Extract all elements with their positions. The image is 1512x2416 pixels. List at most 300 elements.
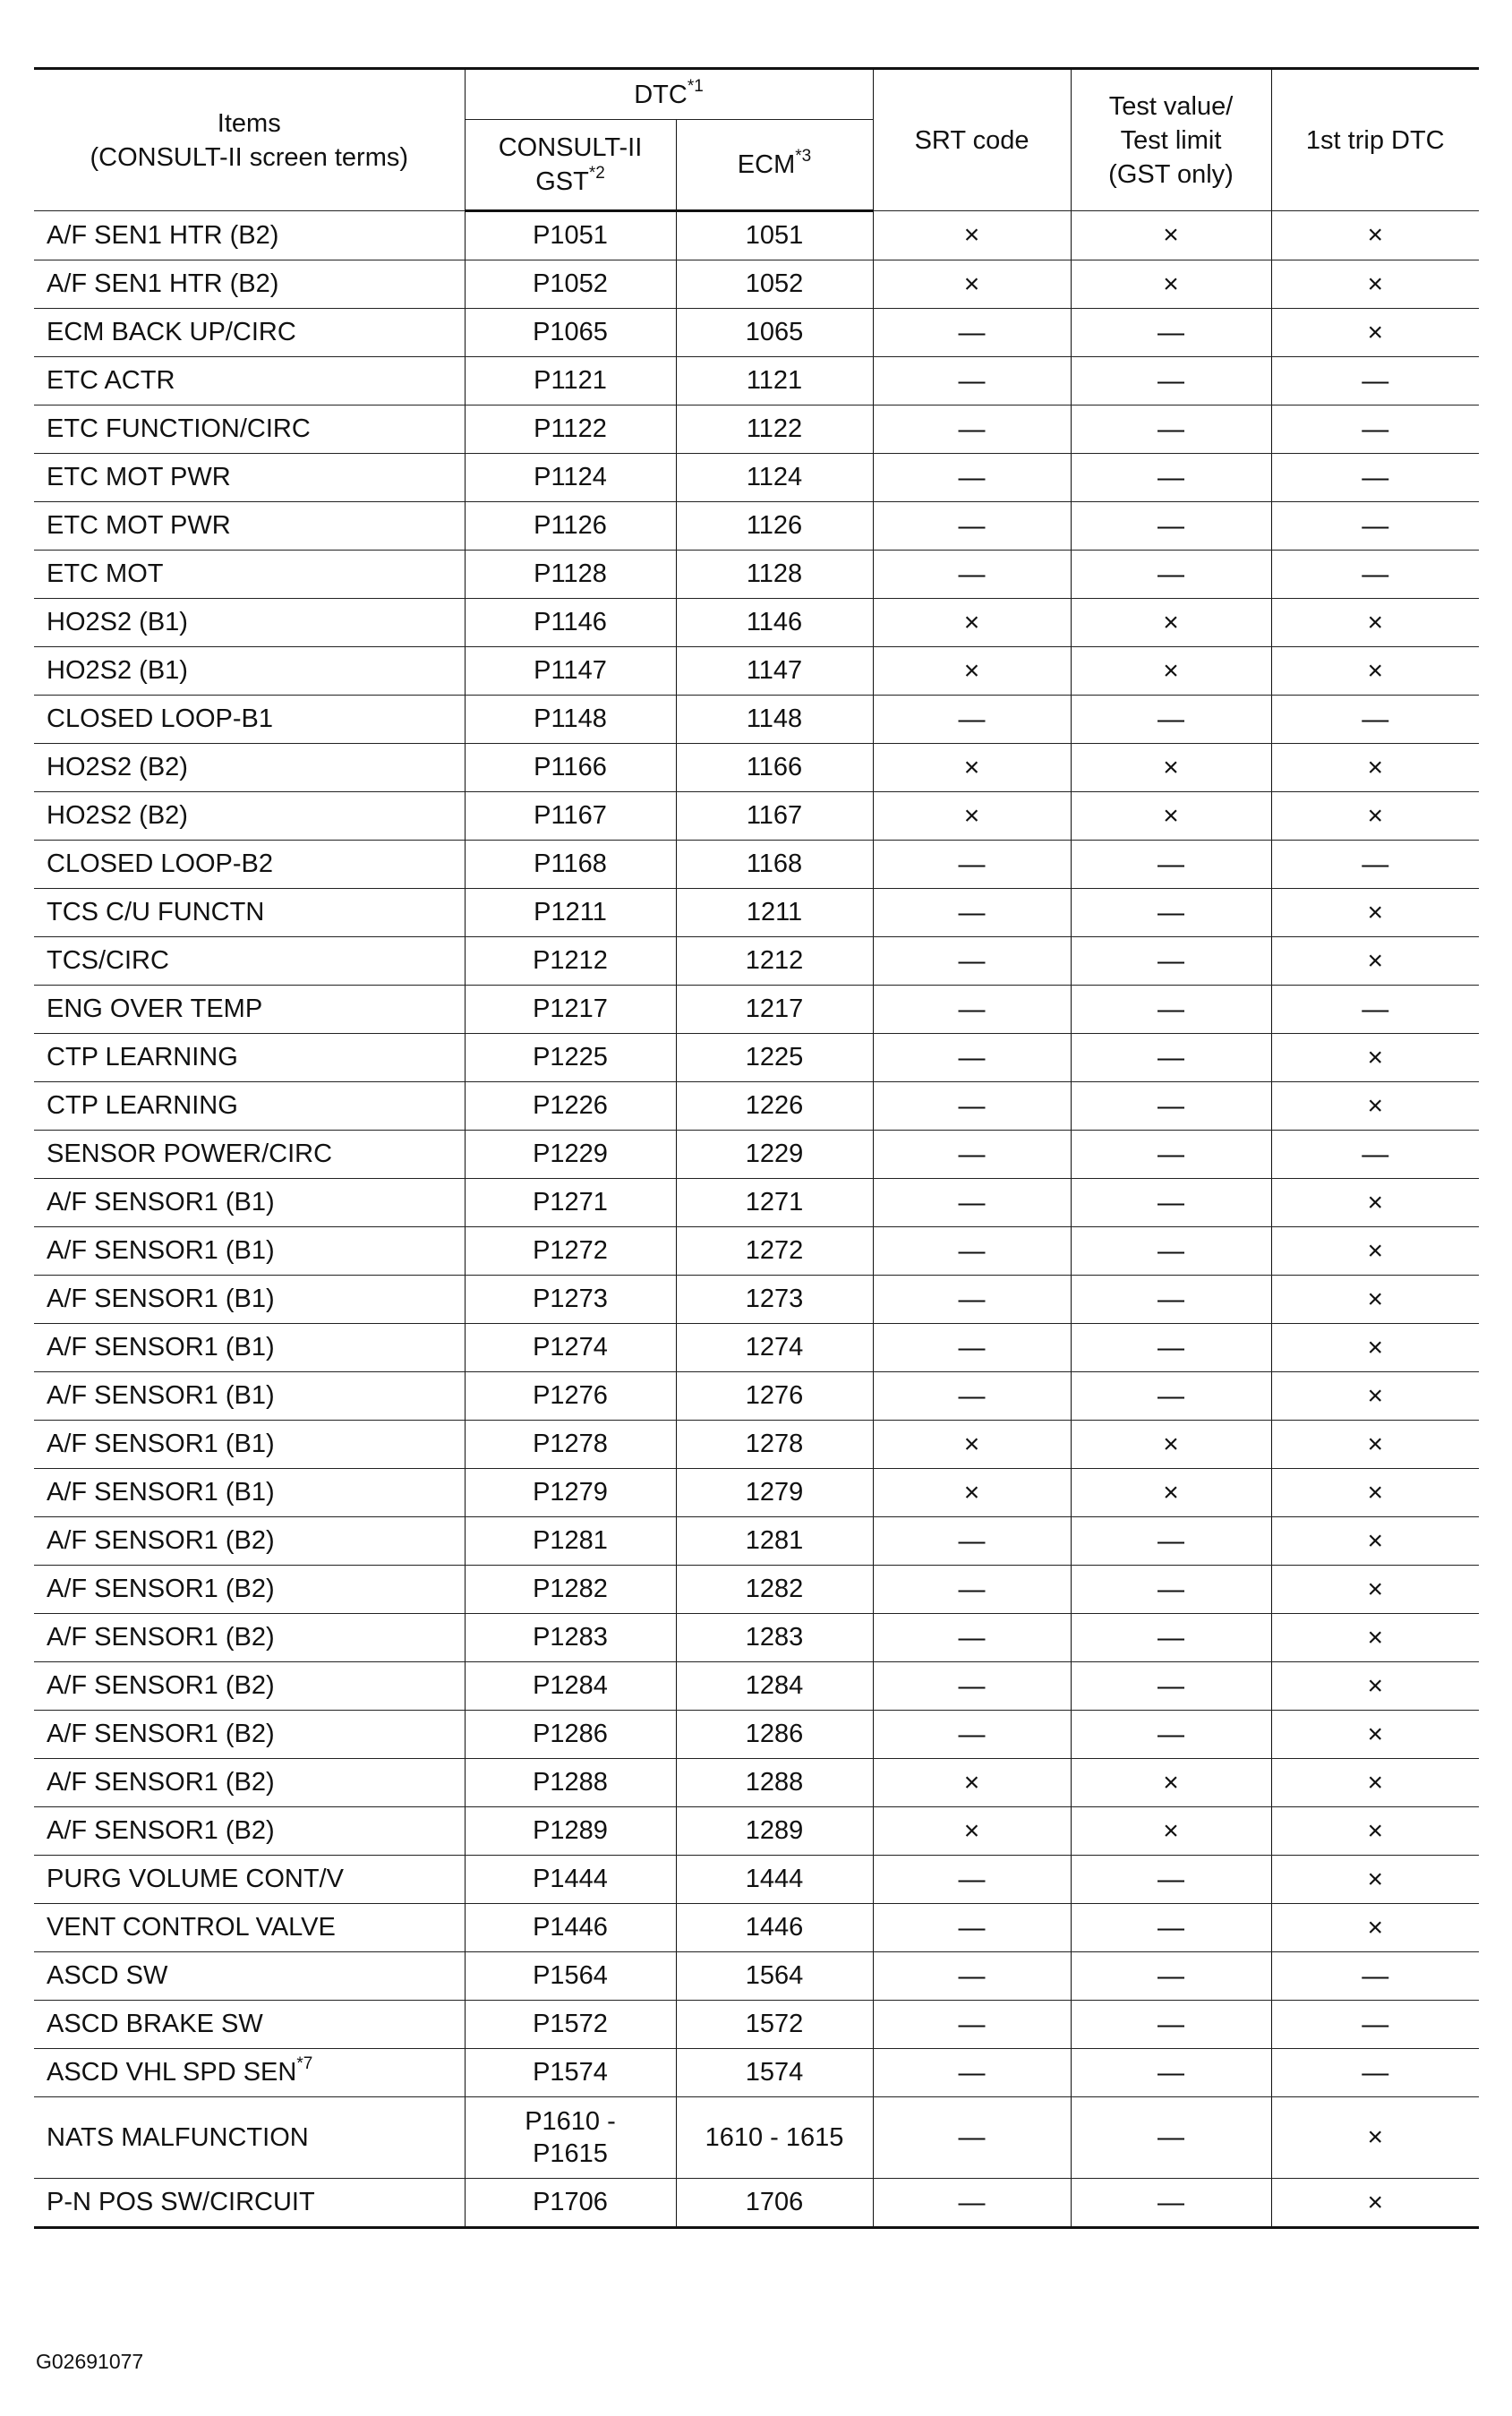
test-value-cell: —	[1071, 1662, 1271, 1711]
first-trip-dtc-cell: —	[1271, 841, 1479, 889]
first-trip-dtc-cell: ×	[1271, 1276, 1479, 1324]
consult-gst-cell	[465, 2097, 676, 2179]
item-name: A/F SEN1 HTR (B2)	[47, 269, 279, 298]
first-trip-dtc-cell: ×	[1271, 1856, 1479, 1904]
srt-code-cell: —	[873, 1034, 1071, 1082]
consult-code: P1276	[533, 1381, 608, 1410]
dtc-group-header	[465, 69, 873, 120]
table-row	[34, 1324, 1479, 1372]
first-trip-dtc-cell: ×	[1271, 2097, 1479, 2179]
ecm-cell: 1226	[676, 1082, 873, 1131]
first-trip-dtc-header	[1271, 69, 1479, 211]
consult-gst-cell	[465, 260, 676, 309]
item-cell	[34, 502, 465, 551]
item-name: HO2S2 (B2)	[47, 753, 188, 781]
table-row	[34, 1421, 1479, 1469]
consult-gst-cell	[465, 986, 676, 1034]
test-label-line1: Test value/	[1108, 91, 1234, 121]
consult-gst-cell	[465, 1856, 676, 1904]
test-value-cell: ×	[1071, 647, 1271, 696]
table-row	[34, 260, 1479, 309]
item-cell	[34, 551, 465, 599]
ecm-cell: 1166	[676, 744, 873, 792]
srt-code-cell: ×	[873, 1421, 1071, 1469]
table-row	[34, 1276, 1479, 1324]
first-trip-dtc-cell: —	[1271, 2001, 1479, 2049]
consult-code: P1168	[534, 849, 607, 878]
consult-code: P1212	[533, 946, 608, 975]
table-row	[34, 1034, 1479, 1082]
item-cell	[34, 986, 465, 1034]
ecm-cell: 1281	[676, 1517, 873, 1566]
first-trip-dtc-cell: ×	[1271, 1711, 1479, 1759]
item-name: SENSOR POWER/CIRC	[47, 1140, 333, 1168]
consult-gst-cell	[465, 1227, 676, 1276]
table-row	[34, 792, 1479, 841]
item-name: A/F SENSOR1 (B1)	[47, 1188, 275, 1217]
test-value-cell: —	[1071, 986, 1271, 1034]
dtc-footnote-ref: *1	[687, 76, 704, 96]
ecm-cell: 1284	[676, 1662, 873, 1711]
test-value-cell: —	[1071, 406, 1271, 454]
item-cell	[34, 889, 465, 937]
consult-gst-cell	[465, 1421, 676, 1469]
item-cell	[34, 211, 465, 260]
table-row	[34, 889, 1479, 937]
table-row	[34, 647, 1479, 696]
table-row	[34, 744, 1479, 792]
dtc-table	[34, 67, 1479, 2229]
ecm-cell: 1274	[676, 1324, 873, 1372]
item-cell	[34, 1082, 465, 1131]
test-value-cell: —	[1071, 1276, 1271, 1324]
consult-gst-cell	[465, 1711, 676, 1759]
item-name: NATS MALFUNCTION	[47, 2122, 309, 2152]
ecm-cell: 1229	[676, 1131, 873, 1179]
srt-code-cell: —	[873, 1179, 1071, 1227]
ecm-cell: 1128	[676, 551, 873, 599]
first-trip-dtc-cell: ×	[1271, 1517, 1479, 1566]
item-cell	[34, 357, 465, 406]
srt-code-cell: —	[873, 1711, 1071, 1759]
consult-gst-cell	[465, 792, 676, 841]
consult-gst-cell	[465, 2179, 676, 2228]
srt-code-cell: —	[873, 502, 1071, 551]
ecm-cell: 1288	[676, 1759, 873, 1807]
consult-gst-cell	[465, 1372, 676, 1421]
ecm-cell: 1564	[676, 1952, 873, 2001]
srt-code-cell: ×	[873, 260, 1071, 309]
test-value-cell: ×	[1071, 1807, 1271, 1856]
first-trip-dtc-cell: ×	[1271, 744, 1479, 792]
consult-code: P1288	[533, 1768, 608, 1797]
item-name: CTP LEARNING	[47, 1043, 238, 1071]
srt-code-cell: —	[873, 1856, 1071, 1904]
consult-code: P1284	[533, 1671, 608, 1700]
consult-gst-cell	[465, 2001, 676, 2049]
test-value-cell: —	[1071, 1904, 1271, 1952]
first-trip-dtc-cell: ×	[1271, 599, 1479, 647]
table-body	[34, 211, 1479, 2228]
item-name: A/F SENSOR1 (B2)	[47, 1768, 275, 1797]
srt-code-cell: ×	[873, 599, 1071, 647]
item-name: ETC MOT PWR	[47, 463, 231, 491]
item-name: A/F SENSOR1 (B1)	[47, 1478, 275, 1507]
test-value-cell: —	[1071, 1034, 1271, 1082]
consult-gst-cell	[465, 1469, 676, 1517]
srt-code-cell: —	[873, 1324, 1071, 1372]
first-trip-dtc-cell: ×	[1271, 1372, 1479, 1421]
first-trip-dtc-cell: —	[1271, 406, 1479, 454]
consult-label-line1: CONSULT-II	[498, 133, 643, 162]
ecm-cell: 1225	[676, 1034, 873, 1082]
srt-code-cell: —	[873, 2179, 1071, 2228]
item-name: ETC MOT	[47, 559, 164, 588]
test-value-cell: ×	[1071, 744, 1271, 792]
ecm-cell: 1065	[676, 309, 873, 357]
srt-code-cell: —	[873, 1082, 1071, 1131]
item-cell	[34, 1469, 465, 1517]
consult-gst-cell	[465, 2049, 676, 2097]
table-row	[34, 1662, 1479, 1711]
consult-gst-cell	[465, 211, 676, 260]
table-row	[34, 2049, 1479, 2097]
test-value-cell: —	[1071, 454, 1271, 502]
test-value-cell: —	[1071, 937, 1271, 986]
srt-code-cell: —	[873, 309, 1071, 357]
consult-code: P1124	[534, 463, 607, 491]
table-row	[34, 1566, 1479, 1614]
test-value-cell: —	[1071, 502, 1271, 551]
ecm-cell: 1273	[676, 1276, 873, 1324]
srt-label: SRT code	[914, 125, 1029, 155]
test-value-cell: —	[1071, 2179, 1271, 2228]
test-value-cell: —	[1071, 1952, 1271, 2001]
ecm-cell: 1572	[676, 2001, 873, 2049]
table-row	[34, 841, 1479, 889]
first-trip-dtc-cell: ×	[1271, 1662, 1479, 1711]
consult-code: P1444	[533, 1865, 608, 1893]
item-name: VENT CONTROL VALVE	[47, 1913, 336, 1942]
consult-code: P1051	[533, 221, 608, 250]
first-trip-dtc-cell: —	[1271, 357, 1479, 406]
test-value-cell: —	[1071, 1517, 1271, 1566]
ecm-cell: 1122	[676, 406, 873, 454]
srt-code-header	[873, 69, 1071, 211]
first-trip-dtc-cell: —	[1271, 696, 1479, 744]
table-row	[34, 1711, 1479, 1759]
test-value-cell: ×	[1071, 1421, 1271, 1469]
srt-code-cell: —	[873, 2097, 1071, 2179]
item-name: ASCD BRAKE SW	[47, 2010, 263, 2038]
first-trip-dtc-cell: ×	[1271, 2179, 1479, 2228]
consult-code: P1052	[533, 269, 608, 298]
first-trip-dtc-cell: ×	[1271, 1614, 1479, 1662]
consult-gst-cell	[465, 1662, 676, 1711]
table-row	[34, 937, 1479, 986]
srt-code-cell: ×	[873, 211, 1071, 260]
item-cell	[34, 696, 465, 744]
table-row	[34, 406, 1479, 454]
consult-code: P1166	[534, 753, 607, 781]
first-trip-dtc-cell: —	[1271, 502, 1479, 551]
test-value-cell: —	[1071, 696, 1271, 744]
test-value-cell: ×	[1071, 1469, 1271, 1517]
item-name: A/F SENSOR1 (B1)	[47, 1285, 275, 1313]
test-value-cell: —	[1071, 1614, 1271, 1662]
consult-code: P1226	[533, 1091, 608, 1120]
item-cell	[34, 1759, 465, 1807]
test-value-cell: —	[1071, 1082, 1271, 1131]
item-name: HO2S2 (B2)	[47, 801, 188, 830]
table-row	[34, 2179, 1479, 2228]
table-row	[34, 696, 1479, 744]
first-trip-dtc-cell: ×	[1271, 647, 1479, 696]
test-value-cell: —	[1071, 309, 1271, 357]
srt-code-cell: —	[873, 1614, 1071, 1662]
ecm-cell: 1286	[676, 1711, 873, 1759]
item-cell	[34, 1131, 465, 1179]
consult-code: P1274	[533, 1333, 608, 1362]
consult-code: P1167	[534, 801, 607, 830]
srt-code-cell: —	[873, 696, 1071, 744]
consult-gst-cell	[465, 1904, 676, 1952]
ecm-cell: 1706	[676, 2179, 873, 2228]
consult-code: P1286	[533, 1720, 608, 1748]
table-header	[34, 69, 1479, 211]
first-trip-dtc-cell: ×	[1271, 1034, 1479, 1082]
table-row	[34, 1614, 1479, 1662]
test-value-cell: —	[1071, 551, 1271, 599]
first-trip-dtc-cell: ×	[1271, 1227, 1479, 1276]
table-row	[34, 1856, 1479, 1904]
item-name: A/F SENSOR1 (B2)	[47, 1671, 275, 1700]
consult-gst-cell	[465, 1131, 676, 1179]
consult-gst-cell	[465, 1759, 676, 1807]
item-cell	[34, 1807, 465, 1856]
item-name: ENG OVER TEMP	[47, 995, 263, 1023]
consult-gst-cell	[465, 502, 676, 551]
first-trip-dtc-cell: —	[1271, 2049, 1479, 2097]
first-trip-dtc-cell: ×	[1271, 792, 1479, 841]
test-value-cell: ×	[1071, 260, 1271, 309]
consult-code: P1225	[533, 1043, 608, 1071]
test-value-cell: —	[1071, 2097, 1271, 2179]
consult-gst-cell	[465, 1034, 676, 1082]
consult-gst-cell	[465, 841, 676, 889]
consult-code: P1211	[534, 898, 607, 926]
ecm-cell: 1217	[676, 986, 873, 1034]
item-name: A/F SENSOR1 (B2)	[47, 1816, 275, 1845]
ecm-cell: 1574	[676, 2049, 873, 2097]
table-row	[34, 2097, 1479, 2179]
consult-gst-cell	[465, 309, 676, 357]
table-row	[34, 1517, 1479, 1566]
consult-code: P1278	[533, 1430, 608, 1458]
item-cell	[34, 647, 465, 696]
ecm-cell: 1610 - 1615	[676, 2097, 873, 2179]
first-trip-dtc-cell: ×	[1271, 211, 1479, 260]
consult-code: P1126	[534, 511, 607, 540]
first-trip-dtc-cell: ×	[1271, 889, 1479, 937]
item-name: A/F SENSOR1 (B2)	[47, 1526, 275, 1555]
test-value-cell: —	[1071, 2001, 1271, 2049]
table-row	[34, 551, 1479, 599]
srt-code-cell: ×	[873, 1469, 1071, 1517]
test-value-cell: —	[1071, 1131, 1271, 1179]
ecm-cell: 1276	[676, 1372, 873, 1421]
test-value-cell: —	[1071, 357, 1271, 406]
consult-label-line2: GST	[535, 167, 589, 196]
item-cell	[34, 2179, 465, 2228]
consult-gst-cell	[465, 406, 676, 454]
first-trip-dtc-cell: ×	[1271, 937, 1479, 986]
ecm-cell: 1444	[676, 1856, 873, 1904]
test-value-cell: —	[1071, 841, 1271, 889]
item-name: CLOSED LOOP-B2	[47, 849, 274, 878]
item-cell	[34, 1662, 465, 1711]
ecm-cell: 1278	[676, 1421, 873, 1469]
item-cell	[34, 1952, 465, 2001]
srt-code-cell: —	[873, 1662, 1071, 1711]
ecm-cell: 1126	[676, 502, 873, 551]
consult-gst-cell	[465, 454, 676, 502]
consult-code: P1610 -	[525, 2107, 616, 2136]
srt-code-cell: —	[873, 841, 1071, 889]
figure-id: G02691077	[36, 2350, 144, 2373]
srt-code-cell: —	[873, 986, 1071, 1034]
item-cell	[34, 260, 465, 309]
consult-gst-cell	[465, 1807, 676, 1856]
consult-code: P1272	[533, 1236, 608, 1265]
first-trip-dtc-cell: ×	[1271, 1324, 1479, 1372]
table-row	[34, 1952, 1479, 2001]
ecm-cell: 1052	[676, 260, 873, 309]
item-name: A/F SENSOR1 (B1)	[47, 1430, 275, 1458]
ecm-cell: 1289	[676, 1807, 873, 1856]
item-name: A/F SENSOR1 (B1)	[47, 1381, 275, 1410]
ecm-cell: 1167	[676, 792, 873, 841]
consult-gst-header	[465, 120, 676, 211]
test-label-line2: Test limit	[1120, 125, 1222, 155]
first-trip-dtc-cell: —	[1271, 1952, 1479, 2001]
items-column-header	[34, 69, 465, 211]
test-value-cell: ×	[1071, 211, 1271, 260]
consult-code: P1271	[533, 1188, 608, 1217]
item-name: A/F SENSOR1 (B2)	[47, 1575, 275, 1603]
srt-code-cell: —	[873, 357, 1071, 406]
item-cell	[34, 1179, 465, 1227]
consult-code: P1446	[533, 1913, 608, 1942]
item-cell	[34, 309, 465, 357]
table-row	[34, 1469, 1479, 1517]
item-footnote-ref: *7	[296, 2054, 313, 2074]
test-value-cell: —	[1071, 1711, 1271, 1759]
first-trip-dtc-cell: ×	[1271, 1759, 1479, 1807]
consult-gst-cell	[465, 1276, 676, 1324]
srt-code-cell: —	[873, 889, 1071, 937]
item-name: HO2S2 (B1)	[47, 656, 188, 685]
ecm-cell: 1146	[676, 599, 873, 647]
item-cell	[34, 1904, 465, 1952]
consult-gst-cell	[465, 1952, 676, 2001]
srt-code-cell: ×	[873, 1759, 1071, 1807]
consult-gst-cell	[465, 1324, 676, 1372]
item-cell	[34, 1614, 465, 1662]
consult-code: P1283	[533, 1623, 608, 1652]
table-row	[34, 211, 1479, 260]
ecm-cell: 1168	[676, 841, 873, 889]
table-row	[34, 1759, 1479, 1807]
consult-gst-cell	[465, 1179, 676, 1227]
first-trip-dtc-cell: ×	[1271, 1421, 1479, 1469]
table-row	[34, 309, 1479, 357]
ecm-cell: 1211	[676, 889, 873, 937]
table-row	[34, 357, 1479, 406]
first-trip-dtc-cell: ×	[1271, 260, 1479, 309]
srt-code-cell: —	[873, 1517, 1071, 1566]
item-name: ETC FUNCTION/CIRC	[47, 414, 311, 443]
srt-code-cell: —	[873, 551, 1071, 599]
ecm-cell: 1271	[676, 1179, 873, 1227]
item-cell	[34, 841, 465, 889]
srt-code-cell: —	[873, 937, 1071, 986]
consult-footnote-ref: *2	[588, 164, 605, 184]
item-name: CTP LEARNING	[47, 1091, 238, 1120]
consult-code: P1289	[533, 1816, 608, 1845]
consult-code: P1281	[533, 1526, 608, 1555]
consult-code: P1217	[533, 995, 608, 1023]
test-value-cell: —	[1071, 889, 1271, 937]
table-row	[34, 1807, 1479, 1856]
ecm-cell: 1147	[676, 647, 873, 696]
ecm-cell: 1282	[676, 1566, 873, 1614]
consult-code: P1282	[533, 1575, 608, 1603]
first-trip-dtc-cell: —	[1271, 986, 1479, 1034]
item-cell	[34, 2097, 465, 2179]
test-value-cell: —	[1071, 1566, 1271, 1614]
test-value-cell: —	[1071, 1372, 1271, 1421]
item-name: A/F SENSOR1 (B2)	[47, 1720, 275, 1748]
srt-code-cell: —	[873, 1276, 1071, 1324]
srt-code-cell: —	[873, 454, 1071, 502]
table-row	[34, 502, 1479, 551]
first-trip-dtc-cell: ×	[1271, 1469, 1479, 1517]
ecm-footnote-ref: *3	[795, 147, 812, 166]
consult-gst-cell	[465, 744, 676, 792]
test-label-line3: (GST only)	[1108, 159, 1234, 189]
item-cell	[34, 792, 465, 841]
table-row	[34, 1227, 1479, 1276]
ecm-cell: 1279	[676, 1469, 873, 1517]
consult-gst-cell	[465, 1614, 676, 1662]
item-name: A/F SENSOR1 (B2)	[47, 1623, 275, 1652]
item-cell	[34, 1034, 465, 1082]
item-cell	[34, 1227, 465, 1276]
srt-code-cell: —	[873, 406, 1071, 454]
item-cell	[34, 1856, 465, 1904]
consult-code: P1122	[534, 414, 607, 443]
srt-code-cell: —	[873, 1566, 1071, 1614]
table-row	[34, 2001, 1479, 2049]
consult-code: P1147	[534, 656, 607, 685]
srt-code-cell: —	[873, 2001, 1071, 2049]
test-value-cell: —	[1071, 1324, 1271, 1372]
srt-code-cell: —	[873, 2049, 1071, 2097]
consult-code: P1146	[534, 608, 607, 636]
item-cell	[34, 1711, 465, 1759]
table-row	[34, 1904, 1479, 1952]
